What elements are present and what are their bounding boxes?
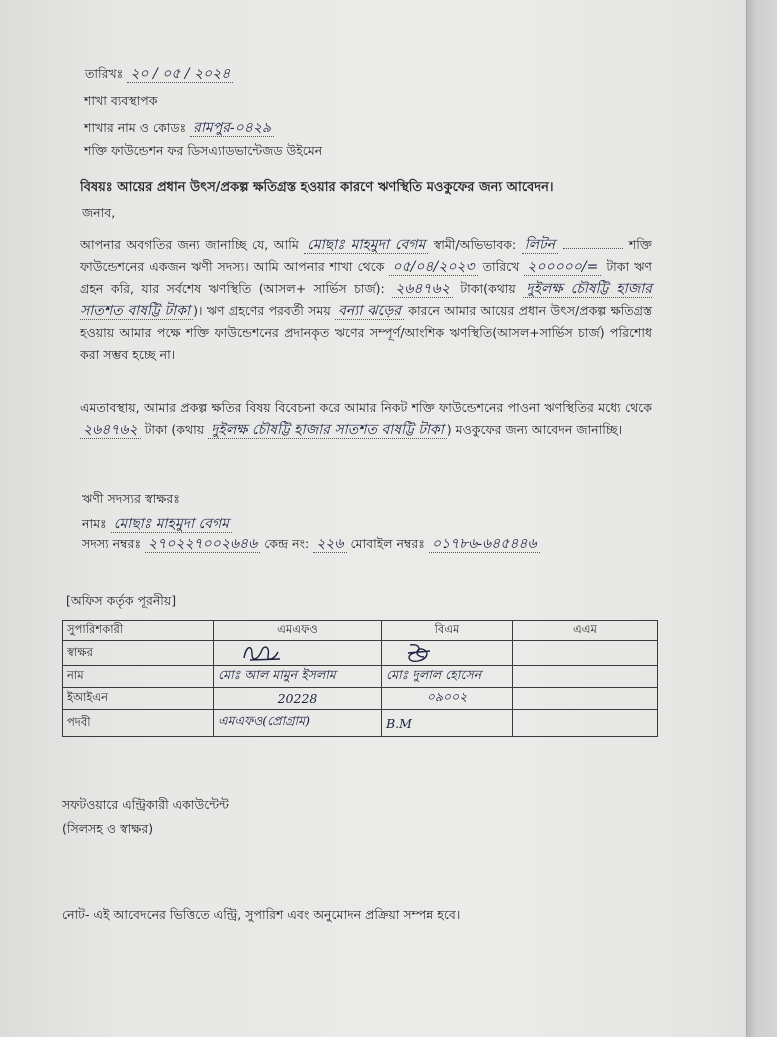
p1-text-2: স্বামী/অভিভাবক: [433,237,517,252]
table-header-cell: সুপারিশকারী [63,621,214,641]
table-header-cell: বিএম [382,621,513,641]
loan-date-fill: ০৫/০৪/২০২৩ [389,259,477,276]
office-use-label: [অফিস কর্তৃক পূরনীয়] [66,593,177,608]
member-numbers-line [82,534,682,554]
p2-text-3: ) মওকুফের জন্য আবেদন জানাচ্ছি। [446,422,623,437]
p1-text-7: )। ঋণ গ্রহণের পরবর্তী সময় [193,303,331,318]
row-label: পদবী [63,710,214,737]
row-label: স্বাক্ষর [63,641,214,666]
waiver-words-fill: দুইলক্ষ চৌষট্টি হাজার সাতশত বাষট্টি টাকা [208,422,447,439]
mobile-value: ০১৭৮৬-৬৪৫৪৪৬ [429,536,540,553]
p1-text-5: টাকা ঋণ গ্রহন করি, যার সর্বশেষ ঋণস্থিতি (আসল+ সার্ভিস চার্জ): [80,259,652,296]
recommendation-table [62,620,658,737]
footer-note: নোট- এই আবেদনের ভিত্তিতে এন্ট্রি, সুপারিশ এবং অনুমোদন প্রক্রিয়া সম্পন্ন হবে। [62,907,461,922]
accountant-title: সফটওয়ারে এন্ট্রিকারী একাউন্টেন্ট [62,797,229,812]
am-name-cell [513,666,658,688]
date-label: তারিখঃ [85,66,124,81]
bm-name: মোঃ দুলাল হোসেন [386,666,482,682]
member-name-line [82,512,232,536]
mfo-signature [240,642,300,664]
table-header-row [63,621,658,641]
table-row [63,710,658,737]
p1-text-3: শক্তি ফাউন্ডেশনের একজন ঋণী সদস্য। আমি আপনার শাখা থেকে [80,237,652,274]
mfo-ein: 20228 [277,691,318,706]
member-no-value: ২৭০২২৭০০২৬৪৬ [145,536,260,553]
row-label: নাম [63,666,214,688]
signature-cell-bm [382,641,513,666]
background-paper-edge [746,0,777,1037]
date-line [85,62,233,86]
guardian-fill: লিটন [522,237,558,254]
center-value: ২২৬ [313,536,346,553]
outstanding-fill: ২৬৪৭৬২ [392,281,453,298]
table-header-cell: এমএফও [214,621,382,641]
p2-text-1: এমতাবস্থায়, আমার প্রকল্প ক্ষতির বিষয় বিবেচনা করে আমার নিকট শক্তি ফাউন্ডেশনের পাওনা ঋণস্থিতির মধ্যে থেকে [80,400,652,415]
bm-designation: B.M [386,715,412,731]
member-no-label: সদস্য নম্বরঃ [82,536,142,551]
p2-text-2: টাকা (কথায় [144,422,205,437]
bm-signature [402,641,442,665]
am-ein-cell [513,688,658,710]
row-label: ইআইএন [63,688,214,710]
table-row [63,641,658,666]
table-header-cell: এএম [513,621,658,641]
am-designation-cell [513,710,658,737]
dotted-leader [563,238,623,249]
body-paragraph-1 [80,234,652,366]
member-name-label: নামঃ [82,516,107,531]
branch-label: শাখার নাম ও কোডঃ [84,120,187,135]
branch-value: রামপুর-০৪২৯ [190,120,274,137]
table-row [63,666,658,688]
signature-cell-am [513,641,658,666]
subject-line: বিষয়ঃ আয়ের প্রধান উৎস/প্রকল্প ক্ষতিগ্রস্ত হওয়ার কারণে ঋণস্থিতি মওকুফের জন্য আবেদন। [80,180,554,195]
bm-ein: ০৯০০২ [426,688,468,704]
loan-amount-fill: ২০০০০০/= [524,259,601,276]
mfo-designation: এমএফও(প্রোগ্রাম) [218,713,311,728]
waiver-amount-fill: ২৬৪৭৬২ [80,422,141,439]
organization-name: শক্তি ফাউন্ডেশন ফর ডিসএ্যাডভান্টেজড উইমেন [84,143,323,158]
table-row [63,688,658,710]
p1-text-1: আপনার অবগতির জন্য জানাচ্ছি যে, আমি [80,237,299,252]
date-value: ২০ / ০৫ / ২০২৪ [127,66,233,83]
p1-text-4: তারিখে [482,259,520,274]
salutation: জনাব, [82,205,116,220]
mfo-name: মোঃ আল মামুন ইসলাম [218,666,336,682]
member-name-fill: মোছাঃ মাহমুদা বেগম [304,237,428,254]
signature-cell-mfo [214,641,382,666]
member-signature-label: ঋণী সদস্যর স্বাক্ষরঃ [82,491,180,506]
accountant-seal-note: (সিলসহ ও স্বাক্ষর) [62,821,154,836]
branch-line [84,116,274,140]
cause-fill: বন্যা ঝড়ের [335,303,404,320]
p1-text-6: টাকা(কথায় [460,281,516,296]
body-paragraph-2 [80,397,652,441]
member-name-value: মোছাঃ মাহমুদা বেগম [111,516,232,533]
mobile-label: মোবাইল নম্বরঃ [350,536,425,551]
center-label: কেন্দ্র নং: [264,536,310,551]
recipient-title: শাখা ব্যবস্থাপক [84,93,158,108]
p1-text-8: কারনে আমার আয়ের প্রধান উৎস/প্রকল্প ক্ষতিগ্রস্ত হওয়ায় আমার পক্ষে শক্তি ফাউন্ডেশনের প্রদানকৃত ঋণের সম্পূর্ণ/আংশিক ঋণস্থিতি(আসল+সার্ভিস চার্জ) পরিশোধ করা সম্ভব হচ্ছে না। [80,303,652,362]
outstanding-words-fill: দুইলক্ষ চৌষট্টি হাজার সাতশত বাষট্টি টাকা [80,281,652,319]
